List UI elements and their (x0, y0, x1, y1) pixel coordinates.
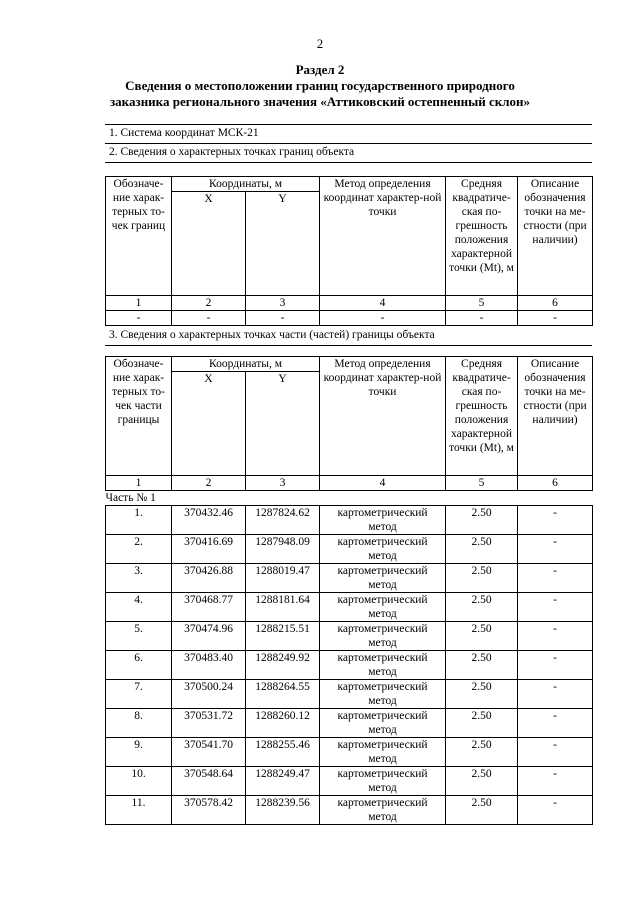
column-number: 1 (106, 476, 172, 491)
column-number: 1 (106, 296, 172, 311)
table-row (106, 651, 593, 680)
point-number: 10. (106, 767, 172, 796)
info-lines-top (105, 124, 592, 163)
description-cell: - (518, 680, 593, 709)
boundary-points-table (105, 176, 593, 326)
header-point-designation: Обозначе-ние харак-терных то-чек части границы (106, 357, 172, 476)
description-cell: - (518, 622, 593, 651)
coord-y: 1288249.92 (246, 651, 320, 680)
error-cell: 2.50 (446, 593, 518, 622)
section-subtitle-line2: заказника регионального значения «Аттиковский остепненный склон» (109, 94, 531, 109)
method-cell: картометрический метод (320, 622, 446, 651)
point-number: 6. (106, 651, 172, 680)
section-subtitle-line1: Сведения о местоположении границ государственного природного (125, 78, 515, 93)
error-cell: 2.50 (446, 709, 518, 738)
dash-cell: - (246, 311, 320, 326)
coord-y: 1288255.46 (246, 738, 320, 767)
part-boundary-points-table (105, 356, 593, 825)
dash-cell: - (172, 311, 246, 326)
description-cell: - (518, 796, 593, 825)
coord-x: 370416.69 (172, 535, 246, 564)
header-y: Y (246, 372, 320, 476)
table-row (106, 622, 593, 651)
column-number: 2 (172, 296, 246, 311)
method-cell: картометрический метод (320, 593, 446, 622)
point-number: 5. (106, 622, 172, 651)
coord-y: 1287948.09 (246, 535, 320, 564)
coord-x: 370541.70 (172, 738, 246, 767)
point-number: 9. (106, 738, 172, 767)
coord-x: 370531.72 (172, 709, 246, 738)
error-cell: 2.50 (446, 767, 518, 796)
column-numbers-row (106, 296, 593, 311)
part-label: Часть № 1 (105, 492, 156, 504)
description-cell: - (518, 535, 593, 564)
method-cell: картометрический метод (320, 767, 446, 796)
dash-cell: - (446, 311, 518, 326)
header-x: X (172, 192, 246, 296)
item-part-boundary-points: 3. Сведения о характерных точках части (частей) границы объекта (105, 327, 592, 346)
point-number: 2. (106, 535, 172, 564)
point-number: 8. (106, 709, 172, 738)
description-cell: - (518, 709, 593, 738)
coord-x: 370548.64 (172, 767, 246, 796)
table-row (106, 593, 593, 622)
error-cell: 2.50 (446, 506, 518, 535)
coord-y: 1288019.47 (246, 564, 320, 593)
header-coordinates: Координаты, м (172, 357, 320, 372)
table-row (106, 535, 593, 564)
point-number: 7. (106, 680, 172, 709)
description-cell: - (518, 593, 593, 622)
description-cell: - (518, 651, 593, 680)
column-number: 2 (172, 476, 246, 491)
header-y: Y (246, 192, 320, 296)
section-heading (0, 62, 640, 110)
column-number: 4 (320, 476, 446, 491)
header-method: Метод определения координат характер-ной точки (320, 177, 446, 296)
table-row (106, 564, 593, 593)
coord-x: 370432.46 (172, 506, 246, 535)
method-cell: картометрический метод (320, 796, 446, 825)
column-number: 3 (246, 296, 320, 311)
item-boundary-points: 2. Сведения о характерных точках границ объекта (105, 144, 592, 163)
coord-y: 1288264.55 (246, 680, 320, 709)
point-number: 11. (106, 796, 172, 825)
error-cell: 2.50 (446, 738, 518, 767)
column-number: 6 (518, 296, 593, 311)
point-number: 3. (106, 564, 172, 593)
header-error: Средняя квадратиче-ская по-грешность положения характерной точки (Mt), м (446, 357, 518, 476)
error-cell: 2.50 (446, 564, 518, 593)
method-cell: картометрический метод (320, 535, 446, 564)
header-description: Описание обозначения точки на ме-стности (при наличии) (518, 357, 593, 476)
point-number: 1. (106, 506, 172, 535)
table-row (106, 767, 593, 796)
description-cell: - (518, 767, 593, 796)
method-cell: картометрический метод (320, 564, 446, 593)
coord-x: 370483.40 (172, 651, 246, 680)
column-number: 5 (446, 476, 518, 491)
coord-y: 1288260.12 (246, 709, 320, 738)
page-number: 2 (316, 36, 324, 51)
dash-cell: - (320, 311, 446, 326)
method-cell: картометрический метод (320, 680, 446, 709)
description-cell: - (518, 564, 593, 593)
coord-x: 370468.77 (172, 593, 246, 622)
error-cell: 2.50 (446, 796, 518, 825)
coord-x: 370500.24 (172, 680, 246, 709)
table-row (106, 709, 593, 738)
coord-y: 1288181.64 (246, 593, 320, 622)
header-point-designation: Обозначе-ние харак-терных то-чек границ (106, 177, 172, 296)
coord-y: 1288239.56 (246, 796, 320, 825)
coord-y: 1287824.62 (246, 506, 320, 535)
header-description: Описание обозначения точки на ме-стности (при наличии) (518, 177, 593, 296)
error-cell: 2.50 (446, 622, 518, 651)
description-cell: - (518, 738, 593, 767)
dash-cell: - (106, 311, 172, 326)
table-row (106, 680, 593, 709)
column-numbers-row (106, 476, 593, 491)
error-cell: 2.50 (446, 535, 518, 564)
part-label-row (106, 491, 593, 506)
coord-x: 370578.42 (172, 796, 246, 825)
header-coordinates: Координаты, м (172, 177, 320, 192)
dash-cell: - (518, 311, 593, 326)
table-row (106, 796, 593, 825)
table-row (106, 506, 593, 535)
error-cell: 2.50 (446, 651, 518, 680)
column-number: 4 (320, 296, 446, 311)
part-rows (106, 506, 593, 825)
info-lines-bottom (105, 327, 592, 346)
column-number: 3 (246, 476, 320, 491)
coord-x: 370426.88 (172, 564, 246, 593)
header-error: Средняя квадратиче-ская по-грешность положения характерной точки (Mt), м (446, 177, 518, 296)
method-cell: картометрический метод (320, 738, 446, 767)
method-cell: картометрический метод (320, 709, 446, 738)
section-title: Раздел 2 (295, 62, 345, 77)
empty-data-row (106, 311, 593, 326)
column-number: 5 (446, 296, 518, 311)
description-cell: - (518, 506, 593, 535)
error-cell: 2.50 (446, 680, 518, 709)
table-row (106, 738, 593, 767)
item-coordinate-system: 1. Система координат МСК-21 (105, 125, 592, 144)
coord-y: 1288249.47 (246, 767, 320, 796)
coord-x: 370474.96 (172, 622, 246, 651)
header-x: X (172, 372, 246, 476)
point-number: 4. (106, 593, 172, 622)
coord-y: 1288215.51 (246, 622, 320, 651)
method-cell: картометрический метод (320, 506, 446, 535)
column-number: 6 (518, 476, 593, 491)
header-method: Метод определения координат характер-ной точки (320, 357, 446, 476)
method-cell: картометрический метод (320, 651, 446, 680)
